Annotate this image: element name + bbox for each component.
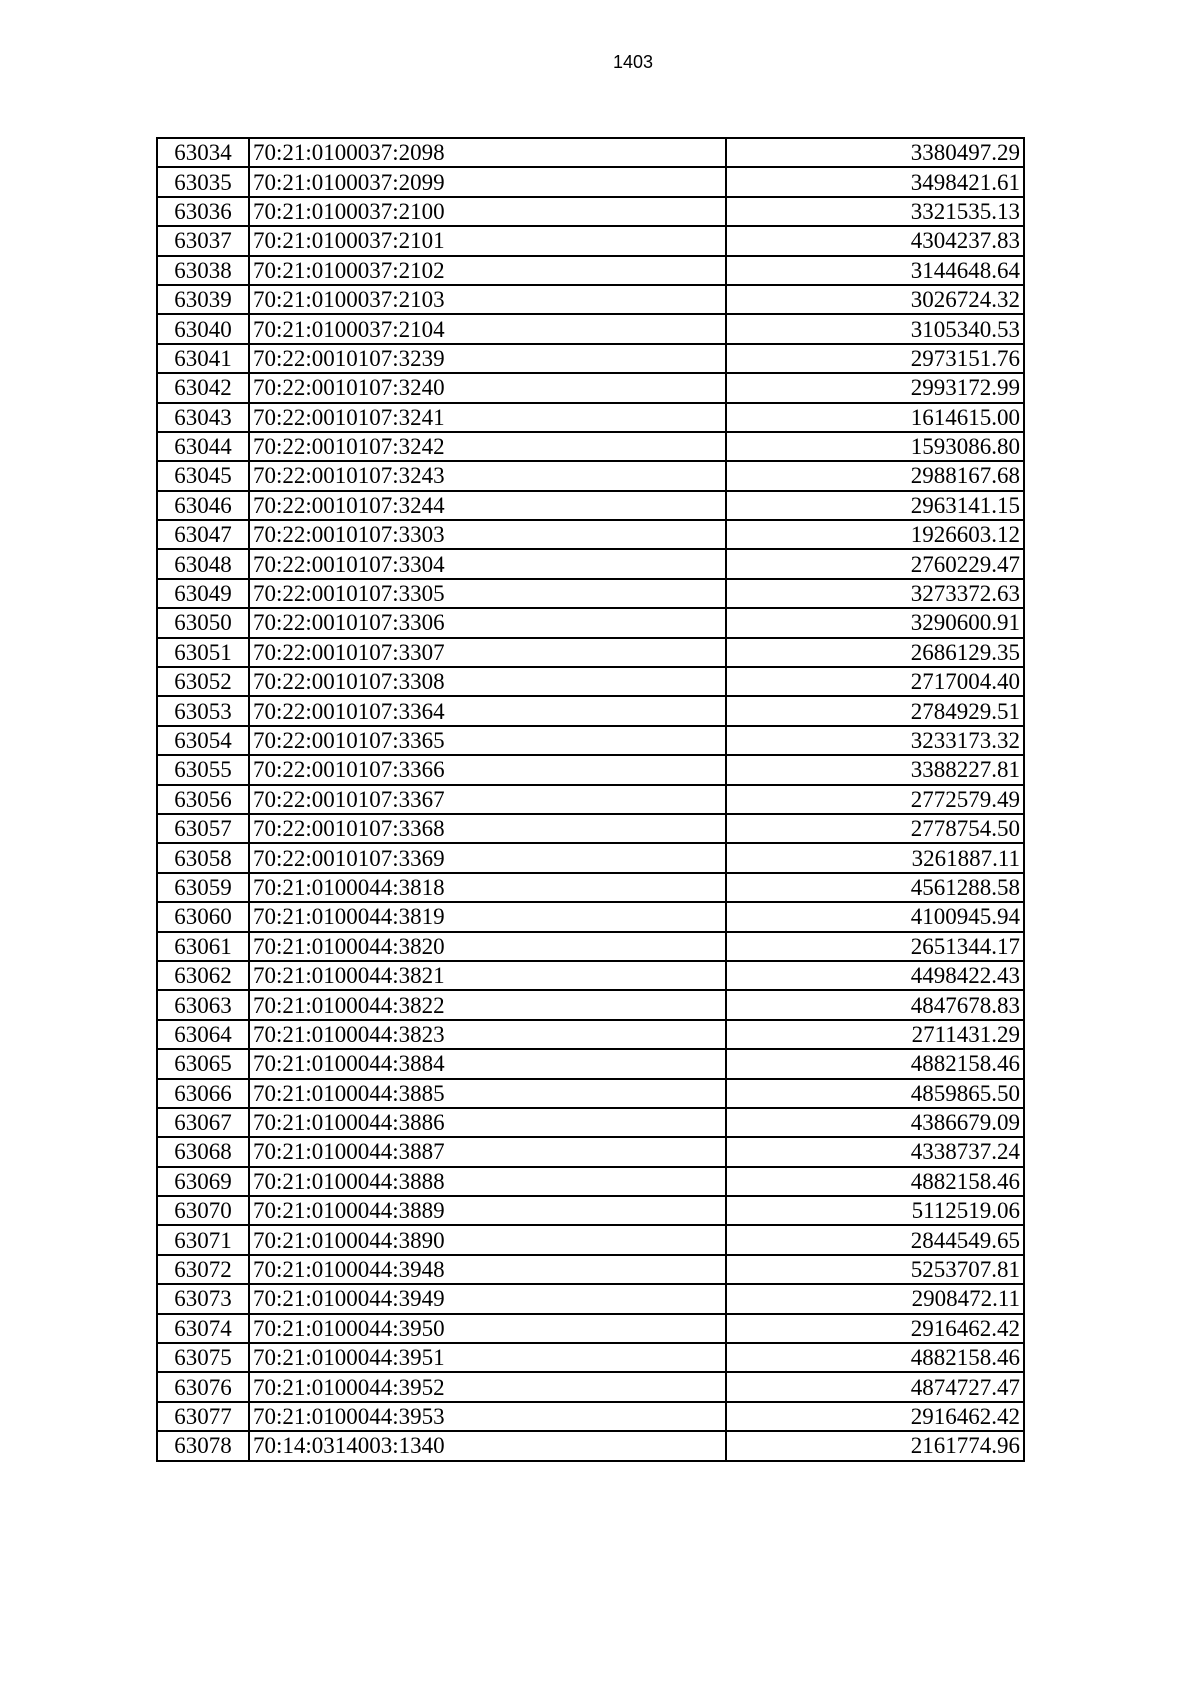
value-cell: 2711431.29 — [726, 1020, 1024, 1049]
row-number-cell: 63053 — [157, 696, 249, 725]
value-cell: 2908472.11 — [726, 1284, 1024, 1313]
value-cell: 3498421.61 — [726, 167, 1024, 196]
value-cell: 3388227.81 — [726, 755, 1024, 784]
row-number-cell: 63035 — [157, 167, 249, 196]
cadastral-number-cell: 70:22:0010107:3364 — [249, 696, 726, 725]
cadastral-number-cell: 70:21:0100044:3823 — [249, 1020, 726, 1049]
row-number-cell: 63078 — [157, 1431, 249, 1460]
table-row — [157, 344, 1024, 373]
cadastral-number-cell: 70:21:0100037:2100 — [249, 197, 726, 226]
table-row — [157, 1196, 1024, 1225]
table-row — [157, 696, 1024, 725]
table-row — [157, 285, 1024, 314]
cadastral-number-cell: 70:22:0010107:3368 — [249, 814, 726, 843]
value-cell: 1926603.12 — [726, 520, 1024, 549]
table-row — [157, 1225, 1024, 1254]
table-row — [157, 843, 1024, 872]
value-cell: 4100945.94 — [726, 902, 1024, 931]
cadastral-number-cell: 70:21:0100044:3818 — [249, 873, 726, 902]
cadastral-number-cell: 70:21:0100044:3819 — [249, 902, 726, 931]
table-row — [157, 902, 1024, 931]
table-row — [157, 1079, 1024, 1108]
row-number-cell: 63076 — [157, 1372, 249, 1401]
table-row — [157, 1284, 1024, 1313]
row-number-cell: 63052 — [157, 667, 249, 696]
row-number-cell: 63043 — [157, 403, 249, 432]
value-cell: 2993172.99 — [726, 373, 1024, 402]
cadastral-number-cell: 70:22:0010107:3305 — [249, 579, 726, 608]
value-cell: 2760229.47 — [726, 549, 1024, 578]
value-cell: 4882158.46 — [726, 1167, 1024, 1196]
value-cell: 2772579.49 — [726, 785, 1024, 814]
row-number-cell: 63038 — [157, 256, 249, 285]
table-row — [157, 1167, 1024, 1196]
cadastral-number-cell: 70:22:0010107:3303 — [249, 520, 726, 549]
page-number: 1403 — [612, 52, 654, 72]
cadastral-number-cell: 70:21:0100044:3953 — [249, 1402, 726, 1431]
value-cell: 3380497.29 — [726, 138, 1024, 167]
value-cell: 2916462.42 — [726, 1402, 1024, 1431]
cadastral-number-cell: 70:21:0100044:3886 — [249, 1108, 726, 1137]
value-cell: 3290600.91 — [726, 608, 1024, 637]
cadastral-number-cell: 70:21:0100044:3889 — [249, 1196, 726, 1225]
row-number-cell: 63065 — [157, 1049, 249, 1078]
table-row — [157, 932, 1024, 961]
table-row — [157, 1372, 1024, 1401]
cadastral-table — [156, 137, 1025, 1462]
row-number-cell: 63059 — [157, 873, 249, 902]
value-cell: 4498422.43 — [726, 961, 1024, 990]
row-number-cell: 63042 — [157, 373, 249, 402]
row-number-cell: 63047 — [157, 520, 249, 549]
cadastral-number-cell: 70:21:0100044:3888 — [249, 1167, 726, 1196]
table-row — [157, 491, 1024, 520]
cadastral-number-cell: 70:21:0100044:3952 — [249, 1372, 726, 1401]
value-cell: 5112519.06 — [726, 1196, 1024, 1225]
table-row — [157, 373, 1024, 402]
row-number-cell: 63073 — [157, 1284, 249, 1313]
row-number-cell: 63039 — [157, 285, 249, 314]
cadastral-number-cell: 70:21:0100044:3820 — [249, 932, 726, 961]
value-cell: 2844549.65 — [726, 1225, 1024, 1254]
table-row — [157, 461, 1024, 490]
table-row — [157, 226, 1024, 255]
cadastral-number-cell: 70:22:0010107:3240 — [249, 373, 726, 402]
cadastral-number-cell: 70:21:0100044:3950 — [249, 1314, 726, 1343]
value-cell: 2963141.15 — [726, 491, 1024, 520]
cadastral-number-cell: 70:22:0010107:3241 — [249, 403, 726, 432]
value-cell: 3233173.32 — [726, 726, 1024, 755]
table-row — [157, 520, 1024, 549]
row-number-cell: 63037 — [157, 226, 249, 255]
table-row — [157, 579, 1024, 608]
row-number-cell: 63056 — [157, 785, 249, 814]
table-row — [157, 667, 1024, 696]
value-cell: 4386679.09 — [726, 1108, 1024, 1137]
table-row — [157, 814, 1024, 843]
table-row — [157, 1049, 1024, 1078]
row-number-cell: 63050 — [157, 608, 249, 637]
table-row — [157, 1255, 1024, 1284]
value-cell: 4859865.50 — [726, 1079, 1024, 1108]
cadastral-number-cell: 70:21:0100044:3885 — [249, 1079, 726, 1108]
row-number-cell: 63058 — [157, 843, 249, 872]
table-row — [157, 785, 1024, 814]
row-number-cell: 63066 — [157, 1079, 249, 1108]
row-number-cell: 63074 — [157, 1314, 249, 1343]
value-cell: 2916462.42 — [726, 1314, 1024, 1343]
cadastral-number-cell: 70:21:0100044:3951 — [249, 1343, 726, 1372]
table-row — [157, 432, 1024, 461]
table-row — [157, 1314, 1024, 1343]
cadastral-number-cell: 70:22:0010107:3307 — [249, 638, 726, 667]
cadastral-number-cell: 70:21:0100044:3821 — [249, 961, 726, 990]
row-number-cell: 63054 — [157, 726, 249, 755]
row-number-cell: 63063 — [157, 990, 249, 1019]
value-cell: 3105340.53 — [726, 314, 1024, 343]
table-body — [157, 138, 1024, 1461]
cadastral-number-cell: 70:21:0100044:3822 — [249, 990, 726, 1019]
cadastral-number-cell: 70:21:0100044:3948 — [249, 1255, 726, 1284]
table-row — [157, 755, 1024, 784]
value-cell: 4882158.46 — [726, 1343, 1024, 1372]
table-row — [157, 638, 1024, 667]
cadastral-number-cell: 70:21:0100037:2101 — [249, 226, 726, 255]
row-number-cell: 63034 — [157, 138, 249, 167]
value-cell: 2778754.50 — [726, 814, 1024, 843]
table-row — [157, 1402, 1024, 1431]
value-cell: 1614615.00 — [726, 403, 1024, 432]
value-cell: 2973151.76 — [726, 344, 1024, 373]
row-number-cell: 63046 — [157, 491, 249, 520]
row-number-cell: 63064 — [157, 1020, 249, 1049]
value-cell: 4847678.83 — [726, 990, 1024, 1019]
cadastral-number-cell: 70:22:0010107:3369 — [249, 843, 726, 872]
row-number-cell: 63041 — [157, 344, 249, 373]
cadastral-number-cell: 70:21:0100037:2103 — [249, 285, 726, 314]
table-row — [157, 1343, 1024, 1372]
row-number-cell: 63036 — [157, 197, 249, 226]
value-cell: 3273372.63 — [726, 579, 1024, 608]
cadastral-number-cell: 70:22:0010107:3366 — [249, 755, 726, 784]
cadastral-number-cell: 70:22:0010107:3239 — [249, 344, 726, 373]
value-cell: 4874727.47 — [726, 1372, 1024, 1401]
value-cell: 4338737.24 — [726, 1137, 1024, 1166]
cadastral-number-cell: 70:21:0100037:2098 — [249, 138, 726, 167]
table-row — [157, 314, 1024, 343]
cadastral-number-cell: 70:21:0100044:3887 — [249, 1137, 726, 1166]
cadastral-number-cell: 70:21:0100044:3890 — [249, 1225, 726, 1254]
cadastral-number-cell: 70:22:0010107:3367 — [249, 785, 726, 814]
cadastral-number-cell: 70:21:0100037:2102 — [249, 256, 726, 285]
value-cell: 4561288.58 — [726, 873, 1024, 902]
table-row — [157, 1108, 1024, 1137]
value-cell: 2784929.51 — [726, 696, 1024, 725]
table-row — [157, 961, 1024, 990]
row-number-cell: 63049 — [157, 579, 249, 608]
row-number-cell: 63048 — [157, 549, 249, 578]
row-number-cell: 63069 — [157, 1167, 249, 1196]
value-cell: 3261887.11 — [726, 843, 1024, 872]
row-number-cell: 63070 — [157, 1196, 249, 1225]
cadastral-number-cell: 70:22:0010107:3304 — [249, 549, 726, 578]
value-cell: 2651344.17 — [726, 932, 1024, 961]
cadastral-number-cell: 70:22:0010107:3306 — [249, 608, 726, 637]
row-number-cell: 63062 — [157, 961, 249, 990]
table-row — [157, 1431, 1024, 1460]
table-row — [157, 608, 1024, 637]
row-number-cell: 63077 — [157, 1402, 249, 1431]
row-number-cell: 63044 — [157, 432, 249, 461]
value-cell: 2717004.40 — [726, 667, 1024, 696]
row-number-cell: 63072 — [157, 1255, 249, 1284]
table-row — [157, 197, 1024, 226]
table-row — [157, 549, 1024, 578]
cadastral-number-cell: 70:22:0010107:3244 — [249, 491, 726, 520]
value-cell: 4304237.83 — [726, 226, 1024, 255]
value-cell: 1593086.80 — [726, 432, 1024, 461]
cadastral-number-cell: 70:22:0010107:3365 — [249, 726, 726, 755]
value-cell: 3026724.32 — [726, 285, 1024, 314]
table-row — [157, 726, 1024, 755]
value-cell: 4882158.46 — [726, 1049, 1024, 1078]
value-cell: 5253707.81 — [726, 1255, 1024, 1284]
cadastral-number-cell: 70:21:0100044:3884 — [249, 1049, 726, 1078]
table-row — [157, 138, 1024, 167]
cadastral-number-cell: 70:22:0010107:3308 — [249, 667, 726, 696]
value-cell: 3144648.64 — [726, 256, 1024, 285]
cadastral-number-cell: 70:21:0100037:2104 — [249, 314, 726, 343]
cadastral-number-cell: 70:22:0010107:3242 — [249, 432, 726, 461]
table-row — [157, 1137, 1024, 1166]
cadastral-number-cell: 70:21:0100044:3949 — [249, 1284, 726, 1313]
value-cell: 2686129.35 — [726, 638, 1024, 667]
cadastral-number-cell: 70:22:0010107:3243 — [249, 461, 726, 490]
cadastral-table-container — [156, 137, 1025, 1462]
table-row — [157, 256, 1024, 285]
table-row — [157, 990, 1024, 1019]
cadastral-number-cell: 70:14:0314003:1340 — [249, 1431, 726, 1460]
row-number-cell: 63057 — [157, 814, 249, 843]
value-cell: 2988167.68 — [726, 461, 1024, 490]
row-number-cell: 63060 — [157, 902, 249, 931]
row-number-cell: 63051 — [157, 638, 249, 667]
row-number-cell: 63068 — [157, 1137, 249, 1166]
row-number-cell: 63071 — [157, 1225, 249, 1254]
row-number-cell: 63055 — [157, 755, 249, 784]
row-number-cell: 63075 — [157, 1343, 249, 1372]
value-cell: 3321535.13 — [726, 197, 1024, 226]
row-number-cell: 63045 — [157, 461, 249, 490]
table-row — [157, 1020, 1024, 1049]
row-number-cell: 63061 — [157, 932, 249, 961]
value-cell: 2161774.96 — [726, 1431, 1024, 1460]
table-row — [157, 403, 1024, 432]
table-row — [157, 167, 1024, 196]
row-number-cell: 63067 — [157, 1108, 249, 1137]
table-row — [157, 873, 1024, 902]
cadastral-number-cell: 70:21:0100037:2099 — [249, 167, 726, 196]
row-number-cell: 63040 — [157, 314, 249, 343]
